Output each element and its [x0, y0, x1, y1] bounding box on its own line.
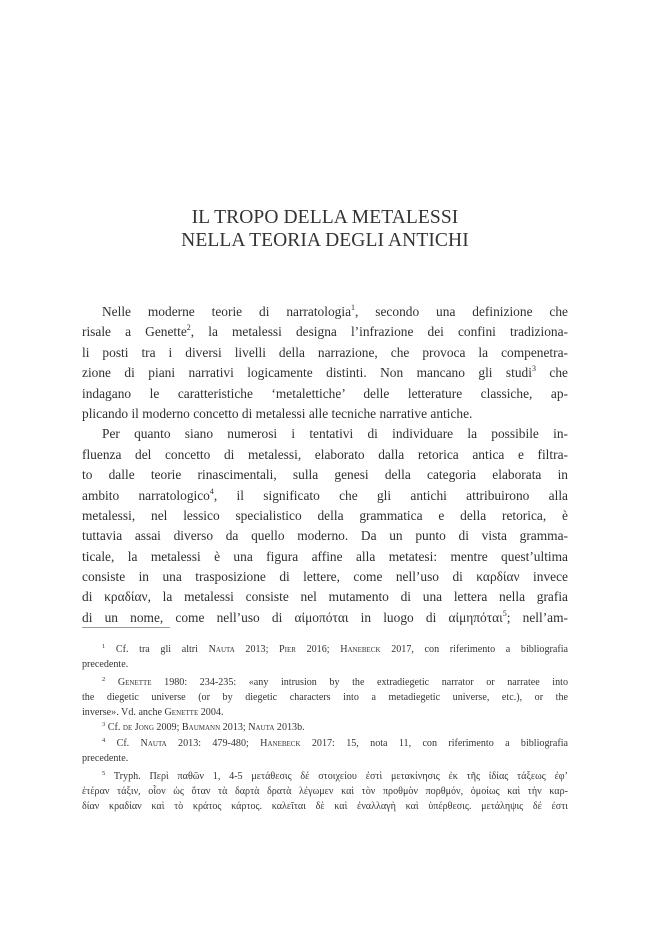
footnote-line: δίαν κραδίαν καὶ τὸ κράτος κάρτος. καλεῖται δὲ καὶ ἐναλλαγὴ καὶ ὑπέρθεσις. μετάληψις δέ ἐστι	[82, 800, 568, 812]
footnotes	[82, 642, 568, 814]
text-line: tuttavia assai diverso da quello moderno. Da un punto di vista gramma-	[82, 528, 568, 544]
footnote-ref[interactable]: 4	[209, 486, 214, 496]
footnote-ref[interactable]: 2	[186, 323, 191, 333]
text-line: ticale, la metalessi è una figura affine alla metatesi: mentre quest’ultima	[82, 548, 568, 564]
text-line: fluenza del concetto di metalessi, elaborato dalla retorica antica e filtra-	[82, 446, 568, 462]
text-line: Per quanto siano numerosi i tentativi di individuare la possibile in-	[102, 426, 568, 442]
footnote-line: the diegetic universe (or by diegetic characters into a metadiegetic universe, etc.), or the	[82, 692, 568, 704]
text-line: plicando il moderno concetto di metalessi alle tecniche narrative antiche.	[82, 405, 473, 421]
text-line: Nelle moderne teorie di narratologia$^1$, secondo una definizione che	[102, 303, 568, 319]
footnote-separator	[82, 627, 170, 628]
text-line: consiste in una trasposizione di lettere, come nell’uso di καρδίαν invece	[82, 569, 568, 585]
text-line: to dalle teorie rinascimentali, sulla genesi della categoria elaborata in	[82, 467, 568, 483]
chapter-title	[0, 206, 650, 252]
text-line: di un nome, come nell’uso di αἰμοπόται in luogo di αἰμηπόται$^5$; nell’am-	[82, 608, 568, 625]
footnote-3: $^3$ Cf. de Jong 2009; Baumann 2013; Nauta 2013b.	[102, 721, 305, 734]
footnote-2: $^2$ Genette 1980: 234-235: «any intrusion by the extradiegetic narrator or narratee into	[102, 676, 568, 689]
footnote-5: $^5$ Tryph. Περὶ παθῶν 1, 4-5 μετάθεσις δέ στοιχείου ἐστὶ μετακίνησις ἐκ τῆς ἰδίας τάξεως ἐφ’	[102, 769, 568, 782]
footnote-line: inverse». Vd. anche Genette 2004.	[82, 707, 224, 719]
text-line: di κραδίαν, la metalessi consiste nel mutamento di una lettera nella grafia	[82, 589, 568, 605]
footnote-4: $^4$ Cf. Nauta 2013: 479-480; Hanebeck 2017: 15, nota 11, con riferimento a bibliografia	[102, 736, 568, 749]
chapter-title-line-1: IL TROPO DELLA METALESSI	[191, 207, 459, 228]
footnote-line: precedente.	[82, 752, 129, 764]
main-text	[82, 302, 568, 628]
text-line: ambito narratologico$^4$, il significato che gli antichi attribuirono alla	[82, 486, 568, 503]
text-line: zione di piani narrativi logicamente distinti. Non mancano gli studi$^3$ che	[82, 364, 568, 381]
text-line: risale a Genette$^2$, la metalessi designa l’infrazione dei confini tradiziona-	[82, 323, 569, 340]
footnote-ref[interactable]: 3	[531, 364, 536, 374]
chapter-title-line-2: NELLA TEORIA DEGLI ANTICHI	[181, 230, 469, 251]
text-line: indagano le caratteristiche ‘metalettiche’ delle letterature classiche, ap-	[82, 385, 568, 401]
footnote-ref[interactable]: 5	[502, 608, 507, 618]
footnote-line: precedente.	[82, 659, 129, 671]
footnote-1: $^1$ Cf. tra gli altri Nauta 2013; Pier 2016; Hanebeck 2017, con riferimento a bibliografia	[102, 643, 568, 655]
text-line: li posti tra i diversi livelli della narrazione, che provoca la compenetra-	[82, 344, 568, 360]
footnote-ref[interactable]: 1	[351, 303, 356, 312]
footnote-line: ἑτέραν τάξιν, οἷον ὡς ὅταν τὰ δαρτὰ δρατὰ λέγωμεν καὶ τὸν προθμὸν πορθμόν, ὁμοίως καὶ τὴν καρ-	[82, 785, 568, 797]
text-line: metalessi, nel lessico specialistico della grammatica e della retorica, è	[82, 507, 568, 523]
